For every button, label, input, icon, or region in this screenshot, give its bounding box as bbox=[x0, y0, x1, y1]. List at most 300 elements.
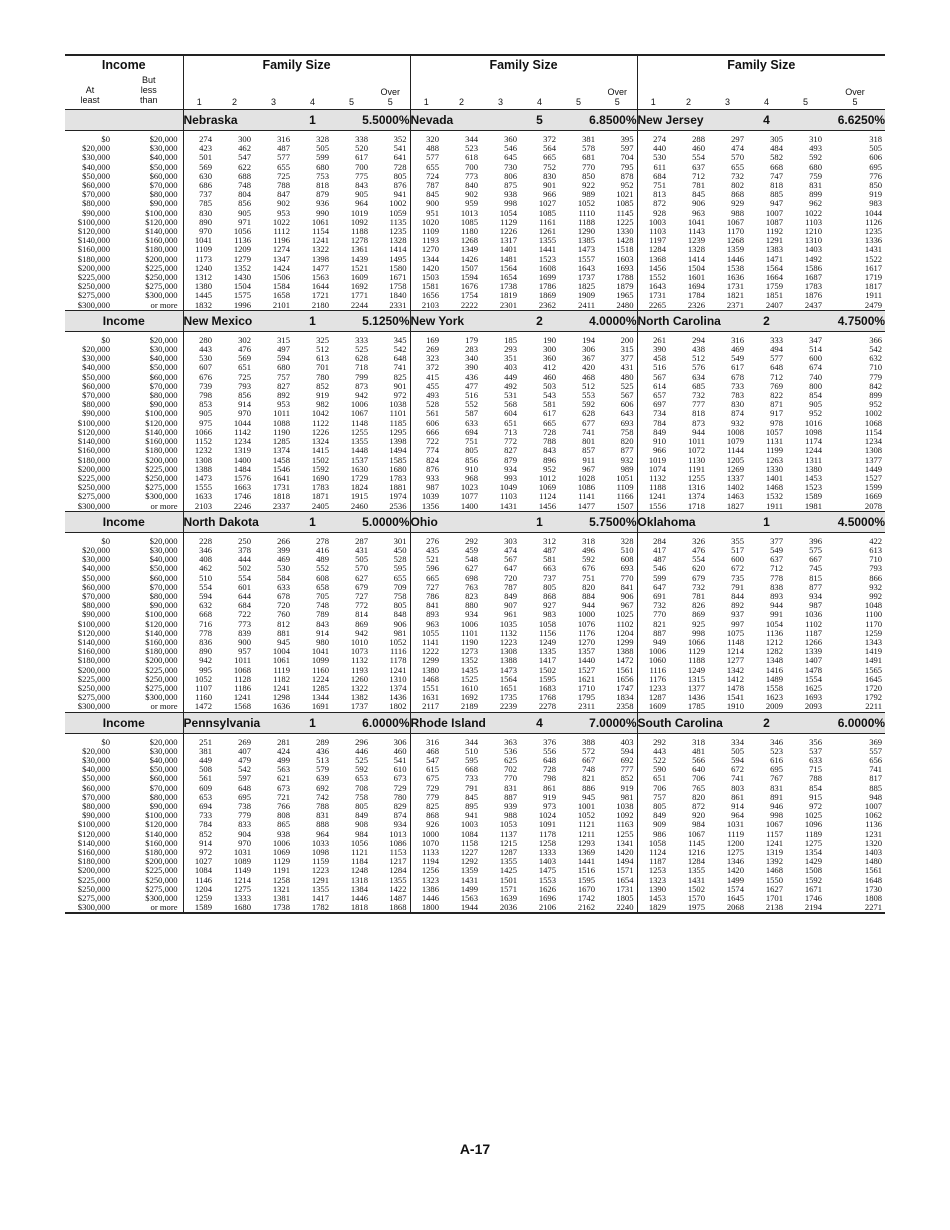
tax-amount-cell: 901 bbox=[543, 181, 557, 191]
tax-amount-cell: 1244 bbox=[804, 446, 823, 456]
tax-amount-cell: 716 bbox=[183, 620, 215, 629]
tax-amount-cell: 729 bbox=[393, 783, 407, 793]
tax-amount-cell: 2036 bbox=[481, 903, 520, 913]
state-name: Nebraska bbox=[183, 110, 293, 131]
tax-amount-cell: 2536 bbox=[389, 501, 407, 511]
tax-amount-cell: 745 bbox=[809, 564, 823, 574]
tax-amount-cell: 741 bbox=[869, 765, 883, 775]
tax-amount-cell: 1330 bbox=[765, 464, 784, 474]
tax-amount-cell: 685 bbox=[692, 381, 706, 391]
tax-amount-cell: 964 bbox=[316, 829, 330, 839]
state-tax-rate: 6.0000% bbox=[332, 712, 410, 733]
tax-amount-cell: 680 bbox=[809, 162, 823, 172]
tax-amount-cell: 1915 bbox=[350, 492, 369, 502]
tax-amount-cell: 1184 bbox=[351, 857, 369, 867]
table-row bbox=[65, 885, 885, 894]
tax-amount-cell: 522 bbox=[637, 756, 669, 765]
tax-amount-cell: 1052 bbox=[577, 199, 596, 209]
tax-amount-cell: 1499 bbox=[460, 884, 479, 894]
tax-amount-cell: 929 bbox=[731, 199, 745, 209]
family-size-label: 4 bbox=[310, 97, 316, 107]
tax-amount-cell: 2337 bbox=[272, 501, 291, 511]
tax-amount-cell: 318 bbox=[869, 135, 883, 144]
tax-amount-cell: 752 bbox=[543, 162, 557, 172]
tax-amount-cell: 945 bbox=[582, 792, 596, 802]
tax-amount-cell: 919 bbox=[869, 190, 883, 200]
tax-amount-cell: 648 bbox=[770, 363, 784, 373]
tax-amount-cell: 1285 bbox=[272, 437, 291, 447]
table-row bbox=[65, 135, 885, 144]
tax-amount-cell: 1057 bbox=[765, 427, 784, 437]
tax-amount-cell: 1310 bbox=[389, 674, 407, 684]
tax-amount-cell: 1563 bbox=[460, 894, 479, 904]
table-row bbox=[65, 784, 885, 793]
state-local-number: 1 bbox=[293, 511, 332, 532]
tax-amount-cell: 284 bbox=[637, 537, 669, 546]
tax-amount-cell: 496 bbox=[582, 545, 596, 555]
tax-amount-cell: 1067 bbox=[687, 829, 706, 839]
tax-amount-cell: 849 bbox=[637, 811, 669, 820]
tax-amount-cell: 1731 bbox=[637, 291, 669, 300]
tax-amount-cell: 826 bbox=[692, 601, 706, 611]
tax-amount-cell: 987 bbox=[809, 601, 823, 611]
tax-amount-cell: 919 bbox=[543, 792, 557, 802]
tax-amount-cell: 1099 bbox=[311, 656, 330, 666]
tax-amount-cell: 599 bbox=[316, 153, 330, 163]
tax-amount-cell: 998 bbox=[770, 811, 784, 821]
tax-amount-cell: 684 bbox=[637, 172, 669, 181]
tax-amount-cell: 1320 bbox=[864, 838, 883, 848]
tax-amount-cell: 901 bbox=[393, 381, 407, 391]
tax-amount-cell: 1322 bbox=[311, 245, 330, 255]
tax-amount-cell: 843 bbox=[316, 619, 330, 629]
tax-amount-cell: 1260 bbox=[350, 674, 369, 684]
tax-amount-cell: 1135 bbox=[389, 217, 407, 227]
tax-amount-cell: 1552 bbox=[637, 273, 669, 282]
tax-amount-cell: 444 bbox=[238, 555, 252, 565]
tax-amount-cell: 1693 bbox=[804, 693, 823, 703]
tax-amount-cell: 2326 bbox=[687, 300, 706, 310]
tax-amount-cell: 1145 bbox=[616, 208, 634, 218]
tax-amount-cell: 1550 bbox=[765, 875, 784, 885]
tax-amount-cell: 1758 bbox=[389, 282, 407, 292]
tax-amount-cell: 1355 bbox=[499, 857, 518, 867]
income-at-least: $180,000 bbox=[77, 455, 110, 465]
tax-amount-cell: 1564 bbox=[765, 263, 784, 273]
tax-amount-cell: 1013 bbox=[389, 829, 407, 839]
tax-amount-cell: 1441 bbox=[538, 245, 557, 255]
tax-amount-cell: 1308 bbox=[864, 446, 883, 456]
tax-amount-cell: 1492 bbox=[804, 254, 823, 264]
tax-amount-cell: 570 bbox=[731, 153, 745, 163]
tax-amount-cell: 1785 bbox=[687, 702, 706, 712]
table-row bbox=[65, 666, 885, 675]
tax-amount-cell: 1293 bbox=[577, 838, 596, 848]
tax-amount-cell: 776 bbox=[869, 171, 883, 181]
tax-amount-cell: 2480 bbox=[616, 300, 634, 310]
tax-amount-cell: 779 bbox=[238, 811, 252, 821]
tax-amount-cell: 1645 bbox=[726, 894, 745, 904]
tax-amount-cell: 1110 bbox=[578, 208, 596, 218]
table-row bbox=[65, 144, 885, 153]
income-at-least: $60,000 bbox=[82, 582, 110, 592]
tax-amount-cell: 648 bbox=[393, 354, 407, 364]
tax-amount-cell: 578 bbox=[582, 144, 596, 154]
tax-amount-cell: 1553 bbox=[538, 875, 557, 885]
tax-amount-cell: 1160 bbox=[312, 665, 330, 675]
income-but-less-than: $250,000 bbox=[145, 674, 178, 684]
tax-amount-cell: 788 bbox=[316, 802, 330, 811]
tax-amount-cell: 1754 bbox=[460, 291, 479, 301]
tax-amount-cell: 1067 bbox=[726, 217, 745, 227]
tax-amount-cell: 655 bbox=[731, 162, 745, 172]
income-at-least: $20,000 bbox=[82, 345, 110, 355]
table-row bbox=[65, 437, 885, 446]
tax-amount-cell: 315 bbox=[277, 335, 291, 345]
tax-amount-cell: 1019 bbox=[637, 456, 669, 465]
tax-amount-cell: 963 bbox=[692, 208, 706, 218]
tax-amount-cell: 1132 bbox=[500, 628, 518, 638]
tax-amount-cell: 952 bbox=[543, 464, 557, 474]
tax-amount-cell: 594 bbox=[277, 354, 291, 364]
tax-amount-cell: 1424 bbox=[272, 263, 291, 273]
income-at-least: $90,000 bbox=[82, 811, 110, 821]
tax-amount-cell: 773 bbox=[238, 619, 252, 629]
table-row bbox=[65, 301, 885, 311]
tax-amount-cell: 1507 bbox=[616, 501, 634, 511]
state-tax-rate: 5.0000% bbox=[332, 511, 410, 532]
income-at-least: $225,000 bbox=[77, 674, 110, 684]
tax-amount-cell: 697 bbox=[637, 400, 669, 409]
tax-amount-cell: 951 bbox=[410, 209, 442, 218]
tax-amount-cell: 344 bbox=[465, 737, 479, 747]
tax-amount-cell: 1472 bbox=[183, 702, 215, 712]
family-size-label: 3 bbox=[271, 97, 277, 107]
tax-amount-cell: 2405 bbox=[311, 501, 330, 511]
tax-amount-cell: 784 bbox=[183, 820, 215, 829]
tax-amount-cell: 628 bbox=[355, 354, 369, 364]
tax-amount-cell: 905 bbox=[809, 400, 823, 410]
income-at-least: $0 bbox=[101, 335, 110, 345]
tax-amount-cell: 997 bbox=[731, 619, 745, 629]
tax-amount-cell: 577 bbox=[410, 153, 442, 162]
income-but-less-than: $20,000 bbox=[149, 536, 178, 546]
family-size-column-6 bbox=[598, 74, 637, 110]
tax-amount-cell: 1129 bbox=[273, 857, 291, 867]
tax-amount-cell: 569 bbox=[238, 354, 252, 364]
tax-amount-cell: 1965 bbox=[616, 291, 634, 301]
tax-amount-cell: 1107 bbox=[183, 684, 215, 693]
tax-amount-cell: 821 bbox=[637, 620, 669, 629]
tax-amount-cell: 417 bbox=[637, 546, 669, 555]
tax-amount-cell: 1523 bbox=[538, 254, 557, 264]
tax-amount-cell: 2460 bbox=[350, 501, 369, 511]
tax-amount-cell: 805 bbox=[393, 171, 407, 181]
income-at-least: $100,000 bbox=[77, 619, 110, 629]
tax-amount-cell: 941 bbox=[465, 811, 479, 821]
tax-amount-cell: 1783 bbox=[389, 473, 407, 483]
tax-amount-cell: 276 bbox=[410, 537, 442, 546]
tax-amount-cell: 462 bbox=[238, 144, 252, 154]
tax-amount-cell: 1458 bbox=[272, 455, 291, 465]
tax-amount-cell: 848 bbox=[393, 610, 407, 620]
income-at-least: $160,000 bbox=[77, 647, 110, 657]
tax-amount-cell: 1022 bbox=[272, 217, 291, 227]
tax-amount-cell: 1339 bbox=[804, 647, 823, 657]
tax-amount-cell: 549 bbox=[770, 545, 784, 555]
tax-amount-cell: 986 bbox=[637, 830, 669, 839]
tax-amount-cell: 905 bbox=[238, 208, 252, 218]
tax-amount-cell: 886 bbox=[582, 783, 596, 793]
tax-amount-cell: 735 bbox=[731, 573, 745, 583]
tax-amount-cell: 1058 bbox=[637, 839, 669, 848]
income-but-less-than: $50,000 bbox=[149, 765, 178, 775]
tax-amount-cell: 1275 bbox=[804, 838, 823, 848]
tax-amount-cell: 1439 bbox=[350, 254, 369, 264]
tax-amount-cell: 802 bbox=[731, 181, 745, 191]
tax-amount-cell: 843 bbox=[355, 181, 369, 191]
tax-amount-cell: 1273 bbox=[460, 647, 479, 657]
tax-amount-cell: 896 bbox=[543, 455, 557, 465]
tax-amount-cell: 316 bbox=[277, 135, 291, 144]
tax-amount-cell: 1648 bbox=[864, 875, 883, 885]
tax-amount-cell: 740 bbox=[809, 372, 823, 382]
tax-amount-cell: 367 bbox=[582, 354, 596, 364]
tax-amount-cell: 1522 bbox=[864, 254, 883, 264]
tax-amount-cell: 528 bbox=[393, 555, 407, 565]
table-row bbox=[65, 190, 885, 199]
tax-amount-cell: 1541 bbox=[726, 693, 745, 703]
tax-amount-cell: 663 bbox=[543, 564, 557, 574]
tax-amount-cell: 904 bbox=[238, 829, 252, 839]
tax-amount-cell: 1601 bbox=[687, 273, 706, 283]
tax-amount-cell: 497 bbox=[277, 345, 291, 355]
income-at-least: $50,000 bbox=[82, 774, 110, 784]
tax-amount-cell: 512 bbox=[316, 345, 330, 355]
tax-amount-cell: 502 bbox=[238, 564, 252, 574]
income-at-least: $80,000 bbox=[82, 802, 110, 811]
tax-amount-cell: 880 bbox=[465, 601, 479, 611]
tax-amount-cell: 742 bbox=[316, 792, 330, 802]
tax-amount-cell: 499 bbox=[277, 755, 291, 765]
table-row bbox=[65, 354, 885, 363]
state-local-number: 2 bbox=[747, 310, 786, 331]
tax-amount-cell: 1446 bbox=[410, 894, 442, 903]
tax-amount-cell: 1100 bbox=[865, 610, 883, 620]
tax-amount-cell: 779 bbox=[410, 793, 442, 802]
tax-amount-cell: 542 bbox=[869, 345, 883, 355]
tax-amount-cell: 488 bbox=[410, 144, 442, 153]
tax-amount-cell: 758 bbox=[355, 792, 369, 802]
tax-amount-cell: 838 bbox=[770, 582, 784, 592]
tax-amount-cell: 1468 bbox=[410, 675, 442, 684]
tax-amount-cell: 423 bbox=[183, 144, 215, 153]
tax-amount-cell: 1568 bbox=[233, 702, 252, 712]
tax-amount-cell: 592 bbox=[582, 555, 596, 565]
tax-amount-cell: 645 bbox=[504, 153, 518, 163]
tax-amount-cell: 2239 bbox=[499, 702, 518, 712]
tax-amount-cell: 487 bbox=[277, 144, 291, 154]
tax-amount-cell: 718 bbox=[355, 363, 369, 373]
tax-amount-cell: 508 bbox=[183, 765, 215, 774]
tax-amount-cell: 390 bbox=[637, 345, 669, 354]
tax-amount-cell: 798 bbox=[543, 774, 557, 784]
tax-amount-cell: 732 bbox=[692, 582, 706, 592]
at-least-header bbox=[65, 74, 115, 110]
tax-amount-cell: 190 bbox=[543, 335, 557, 345]
tax-amount-cell: 1868 bbox=[371, 903, 410, 913]
tax-amount-cell: 850 bbox=[869, 181, 883, 191]
tax-amount-cell: 1792 bbox=[864, 693, 883, 703]
tax-amount-cell: 1178 bbox=[539, 829, 557, 839]
tax-amount-cell: 1651 bbox=[499, 683, 518, 693]
tax-amount-cell: 1911 bbox=[865, 291, 883, 301]
tax-amount-cell: 914 bbox=[316, 628, 330, 638]
tax-amount-cell: 971 bbox=[238, 217, 252, 227]
tax-amount-cell: 1463 bbox=[726, 492, 745, 502]
tax-amount-cell: 770 bbox=[504, 774, 518, 784]
income-but-less-than: $30,000 bbox=[149, 345, 178, 355]
income-at-least: $50,000 bbox=[82, 171, 110, 181]
tax-amount-cell: 449 bbox=[183, 756, 215, 765]
tax-amount-cell: 469 bbox=[277, 555, 291, 565]
tax-amount-cell: 315 bbox=[620, 345, 634, 355]
tax-amount-cell: 1609 bbox=[350, 273, 369, 283]
tax-amount-cell: 1166 bbox=[616, 492, 634, 502]
tax-amount-cell: 513 bbox=[316, 755, 330, 765]
tax-amount-cell: 306 bbox=[582, 345, 596, 355]
tax-amount-cell: 720 bbox=[504, 573, 518, 583]
tax-amount-cell: 606 bbox=[410, 419, 442, 428]
tax-amount-cell: 820 bbox=[582, 582, 596, 592]
tax-amount-cell: 712 bbox=[770, 564, 784, 574]
tax-amount-cell: 678 bbox=[731, 372, 745, 382]
tax-amount-cell: 1468 bbox=[765, 866, 784, 876]
tax-amount-cell: 1141 bbox=[410, 638, 442, 647]
table-row bbox=[65, 474, 885, 483]
tax-amount-cell: 1156 bbox=[539, 628, 557, 638]
tax-amount-cell: 1436 bbox=[687, 693, 706, 703]
tax-amount-cell: 842 bbox=[869, 381, 883, 391]
tax-amount-cell: 1625 bbox=[804, 683, 823, 693]
tax-amount-cell: 872 bbox=[692, 802, 706, 811]
tax-amount-cell: 408 bbox=[183, 555, 215, 564]
income-at-least: $70,000 bbox=[82, 391, 110, 401]
tax-amount-cell: 1374 bbox=[272, 446, 291, 456]
tax-amount-cell: 1631 bbox=[410, 693, 442, 702]
tax-amount-cell: 634 bbox=[692, 372, 706, 382]
tax-amount-cell: 1630 bbox=[350, 464, 369, 474]
tax-amount-cell: 910 bbox=[465, 464, 479, 474]
tax-amount-cell: 1310 bbox=[804, 236, 823, 246]
tax-amount-cell: 1205 bbox=[726, 455, 745, 465]
tax-amount-cell: 525 bbox=[355, 755, 369, 765]
tax-amount-cell: 1214 bbox=[726, 647, 745, 657]
tax-amount-cell: 1746 bbox=[804, 894, 823, 904]
income-at-least: $0 bbox=[101, 536, 110, 546]
header-title-row bbox=[65, 55, 885, 74]
tax-amount-cell: 530 bbox=[277, 564, 291, 574]
state-name: New Mexico bbox=[183, 310, 293, 331]
tax-amount-cell: 1316 bbox=[687, 483, 706, 493]
tax-amount-cell: 962 bbox=[809, 199, 823, 209]
tax-amount-cell: 625 bbox=[504, 755, 518, 765]
tax-amount-cell: 877 bbox=[809, 582, 823, 592]
tax-amount-cell: 1589 bbox=[804, 492, 823, 502]
tax-amount-cell: 966 bbox=[543, 190, 557, 200]
tax-amount-cell: 1683 bbox=[538, 683, 557, 693]
tax-amount-cell: 1347 bbox=[272, 254, 291, 264]
tax-amount-cell: 1477 bbox=[311, 263, 330, 273]
tax-amount-cell: 436 bbox=[465, 372, 479, 382]
tax-amount-cell: 1805 bbox=[616, 894, 634, 904]
tax-amount-cell: 1258 bbox=[538, 838, 557, 848]
tax-amount-cell: 665 bbox=[543, 153, 557, 163]
tax-amount-cell: 791 bbox=[465, 783, 479, 793]
income-but-less-than: $300,000 bbox=[145, 492, 178, 502]
tax-amount-cell: 1234 bbox=[864, 437, 883, 447]
tax-amount-cell: 876 bbox=[410, 465, 442, 474]
tax-amount-cell: 948 bbox=[869, 792, 883, 802]
tax-amount-cell: 829 bbox=[393, 802, 407, 811]
tax-amount-cell: 2189 bbox=[460, 702, 479, 712]
tax-amount-cell: 1571 bbox=[616, 866, 634, 876]
tax-amount-cell: 460 bbox=[692, 144, 706, 154]
tax-amount-cell: 1473 bbox=[499, 665, 518, 675]
family-size-label: 4 bbox=[764, 97, 770, 107]
tax-amount-cell: 1178 bbox=[389, 656, 407, 666]
tax-amount-cell: 614 bbox=[637, 382, 669, 391]
tax-amount-cell: 1730 bbox=[864, 884, 883, 894]
tax-amount-cell: 1575 bbox=[233, 291, 252, 301]
income-at-least: $20,000 bbox=[82, 545, 110, 555]
tax-amount-cell: 449 bbox=[504, 372, 518, 382]
tax-amount-cell: 1277 bbox=[726, 656, 745, 666]
tax-amount-cell: 1143 bbox=[688, 227, 706, 237]
tax-amount-cell: 514 bbox=[809, 345, 823, 355]
tax-amount-cell: 917 bbox=[770, 409, 784, 419]
tax-amount-cell: 1507 bbox=[460, 263, 479, 273]
tax-amount-cell: 1157 bbox=[766, 829, 784, 839]
tax-amount-cell: 566 bbox=[692, 755, 706, 765]
tax-amount-cell: 403 bbox=[504, 363, 518, 373]
tax-amount-cell: 1592 bbox=[804, 875, 823, 885]
tax-amount-cell: 1069 bbox=[272, 848, 291, 858]
tax-amount-cell: 1158 bbox=[461, 838, 479, 848]
tax-amount-cell: 713 bbox=[504, 427, 518, 437]
tax-amount-cell: 728 bbox=[543, 765, 557, 775]
tax-amount-cell: 1571 bbox=[499, 884, 518, 894]
income-at-least: $80,000 bbox=[82, 400, 110, 410]
tax-amount-cell: 1429 bbox=[804, 857, 823, 867]
tax-amount-cell: 1042 bbox=[311, 409, 330, 419]
tax-amount-cell: 1335 bbox=[538, 647, 557, 657]
income-but-less-than: $70,000 bbox=[149, 381, 178, 391]
tax-amount-cell: 692 bbox=[620, 755, 634, 765]
tax-amount-cell: 804 bbox=[238, 190, 252, 200]
income-but-less-than: $70,000 bbox=[149, 181, 178, 191]
tax-amount-cell: 568 bbox=[504, 400, 518, 410]
tax-amount-cell: 934 bbox=[504, 464, 518, 474]
family-size-label: 3 bbox=[725, 97, 731, 107]
tax-amount-cell: 1192 bbox=[766, 227, 784, 237]
tax-amount-cell: 905 bbox=[183, 409, 215, 418]
tax-amount-cell: 751 bbox=[637, 181, 669, 190]
tax-amount-cell: 967 bbox=[620, 601, 634, 611]
sales-tax-table bbox=[65, 54, 885, 914]
tax-amount-cell: 968 bbox=[465, 473, 479, 483]
tax-amount-cell: 1643 bbox=[577, 263, 596, 273]
